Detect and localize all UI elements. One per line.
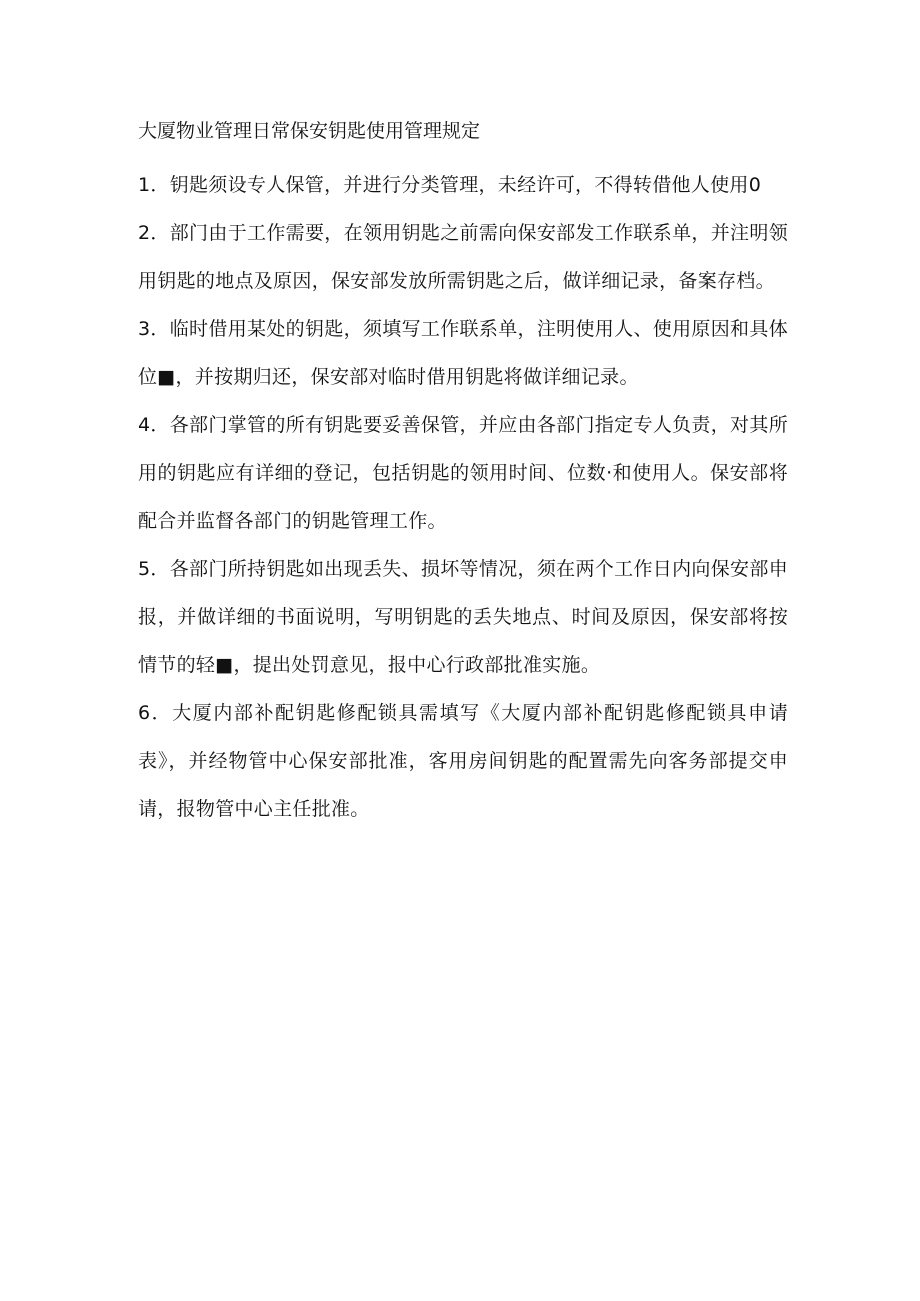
rule-number: 2 xyxy=(138,222,151,244)
rule-text: ．各部门所持钥匙如出现丢失、损坏等情况，须在两个工作日内向保安部申报，并做详细的书面说明，写明钥匙的丢失地点、时间及原因，保安部将按情节的轻■，提出处罚意见，报中心行政部批准实施。 xyxy=(138,558,788,676)
rule-number: 4 xyxy=(138,414,151,436)
rule-item-4 xyxy=(138,401,788,545)
document-title: 大厦物业管理日常保安钥匙使用管理规定 xyxy=(138,120,481,142)
document-body xyxy=(138,114,788,833)
rule-number: 1 xyxy=(138,174,151,196)
rule-number: 5 xyxy=(138,558,151,580)
rule-text: ．部门由于工作需要，在领用钥匙之前需向保安部发工作联系单，并注明领用钥匙的地点及原因，保安部发放所需钥匙之后，做详细记录，备案存档。 xyxy=(138,222,788,292)
rule-item-5 xyxy=(138,545,788,689)
rule-number: 6 xyxy=(138,702,151,724)
rule-item-1 xyxy=(138,161,788,209)
rule-text: ．大厦内部补配钥匙修配锁具需填写《大厦内部补配钥匙修配锁具申请表》，并经物管中心保安部批准，客用房间钥匙的配置需先向客务部提交申请，报物管中心主任批准。 xyxy=(138,702,788,820)
rule-text: ．各部门掌管的所有钥匙要妥善保管，并应由各部门指定专人负责，对其所用的钥匙应有详细的登记，包括钥匙的领用时间、位数·和使用人。保安部将配合并监督各部门的钥匙管理工作。 xyxy=(138,414,788,532)
rule-text: ．临时借用某处的钥匙，须填写工作联系单，注明使用人、使用原因和具体位■，并按期归还，保安部对临时借用钥匙将做详细记录。 xyxy=(138,318,788,388)
rule-text: ．钥匙须设专人保管，并进行分类管理，未经许可，不得转借他人使用0 xyxy=(150,174,762,196)
rule-item-2 xyxy=(138,209,788,305)
rule-item-6 xyxy=(138,689,788,833)
rule-number: 3 xyxy=(138,318,151,340)
rule-item-3 xyxy=(138,305,788,401)
